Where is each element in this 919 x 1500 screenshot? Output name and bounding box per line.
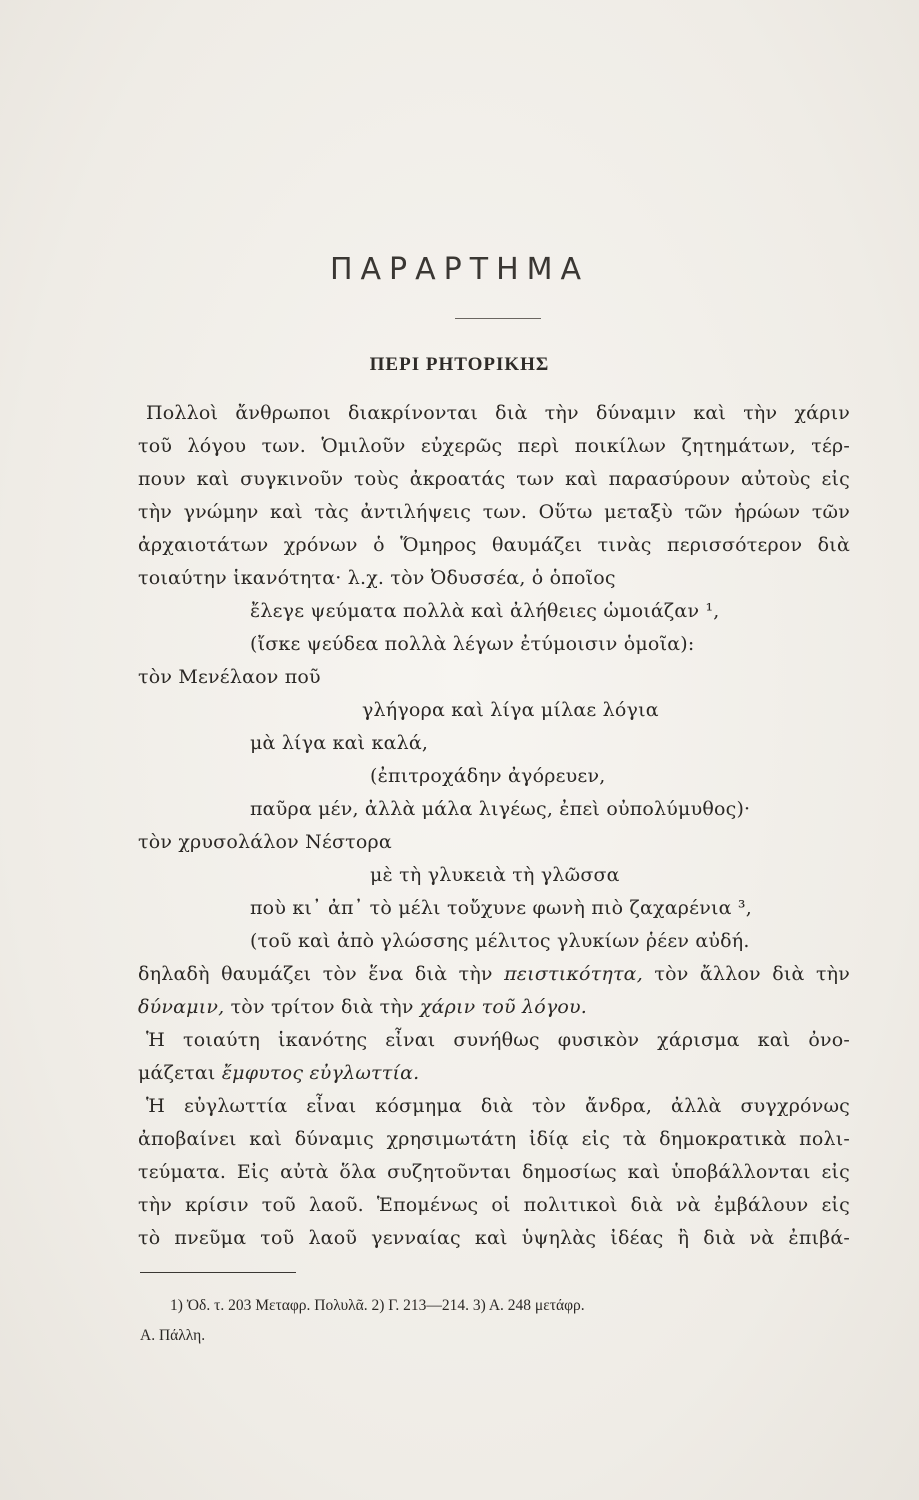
verse-line: παῦρα μέν, ἀλλὰ μάλα λιγέως, ἐπεὶ οὐπολύμυθος)· xyxy=(250,798,751,820)
section-title: ΠΕΡΙ ΡΗΤΟΡΙΚΗΣ xyxy=(369,354,550,375)
footnote-divider xyxy=(140,1272,296,1273)
text-line: τὴν κρίσιν τοῦ λαοῦ. Ἑπομένως οἱ πολιτικοὶ διὰ νὰ ἐμβάλουν εἰς xyxy=(138,1194,850,1216)
footnote-line: Α. Πάλλη. xyxy=(140,1327,206,1344)
verse-line: μὲ τὴ γλυκειὰ τὴ γλῶσσα xyxy=(370,864,620,886)
verse-line: (ἴσκε ψεύδεα πολλὰ λέγων ἐτύμοισιν ὁμοῖα): xyxy=(250,633,695,655)
footnote-line: 1) Ὀδ. τ. 203 Μεταφρ. Πολυλᾶ. 2) Γ. 213—214. 3) Α. 248 μετάφρ. xyxy=(170,1297,585,1314)
emphasis-text: δύναμιν, xyxy=(138,996,225,1018)
verse-line: ποὺ κι᾿ ἀπ᾿ τὸ μέλι τοὔχυνε φωνὴ πιὸ ζαχαρένια ³, xyxy=(250,897,752,919)
text-segment: τὸν τρίτον διὰ τὴν xyxy=(224,996,420,1018)
text-segment: μάζεται xyxy=(138,1062,222,1084)
verse-line: (ἐπιτροχάδην ἀγόρευεν, xyxy=(370,765,606,787)
text-line xyxy=(138,1062,419,1084)
heading-divider xyxy=(455,318,541,319)
verse-line: (τοῦ καὶ ἀπὸ γλώσσης μέλιτος γλυκίων ῥέεν αὐδή. xyxy=(250,930,750,952)
text-segment: τὸν ἄλλον διὰ τὴν xyxy=(642,963,850,985)
emphasis-text: ἔμφυτος εὐγλωττία. xyxy=(221,1062,420,1084)
text-line: τὸν Μενέλαον ποῦ xyxy=(138,666,321,688)
text-line: τοῦ λόγου των. Ὁμιλοῦν εὐχερῶς περὶ ποικίλων ζητημάτων, τέρ- xyxy=(138,435,850,457)
text-line xyxy=(138,996,587,1018)
page-heading: ΠΑΡΑΡΤΗΜΑ xyxy=(329,252,590,287)
text-line: Ἡ τοιαύτη ἱκανότης εἶναι συνήθως φυσικὸν χάρισμα καὶ ὀνο- xyxy=(146,1029,850,1051)
text-line: τὴν γνώμην καὶ τὰς ἀντιλήψεις των. Οὕτω μεταξὺ τῶν ἡρώων τῶν xyxy=(138,501,850,523)
text-line: τεύματα. Εἰς αὐτὰ ὅλα συζητοῦνται δημοσίως καὶ ὑποβάλλονται εἰς xyxy=(138,1161,850,1183)
text-line: ἀποβαίνει καὶ δύναμις χρησιμωτάτη ἰδίᾳ εἰς τὰ δημοκρατικὰ πολι- xyxy=(138,1128,850,1150)
text-line: τοιαύτην ἱκανότητα· λ.χ. τὸν Ὀδυσσέα, ὁ ὁποῖος xyxy=(138,567,616,589)
emphasis-text: χάριν τοῦ λόγου. xyxy=(419,996,588,1018)
emphasis-text: πειστικότητα, xyxy=(504,963,643,985)
text-line: τὸν χρυσολάλον Νέστορα xyxy=(138,831,392,853)
text-segment: δηλαδὴ θαυμάζει τὸν ἕνα διὰ τὴν xyxy=(138,963,505,985)
text-line: τὸ πνεῦμα τοῦ λαοῦ γενναίας καὶ ὑψηλὰς ἰδέας ἢ διὰ νὰ ἐπιβά- xyxy=(138,1227,850,1249)
verse-line: γλήγορα καὶ λίγα μίλαε λόγια xyxy=(362,699,659,721)
verse-line: μὰ λίγα καὶ καλά, xyxy=(250,732,429,754)
text-line: πουν καὶ συγκινοῦν τοὺς ἀκροατάς των καὶ παρασύρουν αὐτοὺς εἰς xyxy=(138,468,850,490)
text-line: Πολλοὶ ἄνθρωποι διακρίνονται διὰ τὴν δύναμιν καὶ τὴν χάριν xyxy=(146,402,850,424)
text-line: Ἡ εὐγλωττία εἶναι κόσμημα διὰ τὸν ἄνδρα, ἀλλὰ συγχρόνως xyxy=(146,1095,850,1117)
verse-line: ἔλεγε ψεύματα πολλὰ καὶ ἀλήθειες ὡμοιάζαν ¹, xyxy=(250,600,720,622)
text-line: ἀρχαιοτάτων χρόνων ὁ Ὅμηρος θαυμάζει τινὰς περισσότερον διὰ xyxy=(138,534,850,556)
text-line xyxy=(138,963,850,985)
